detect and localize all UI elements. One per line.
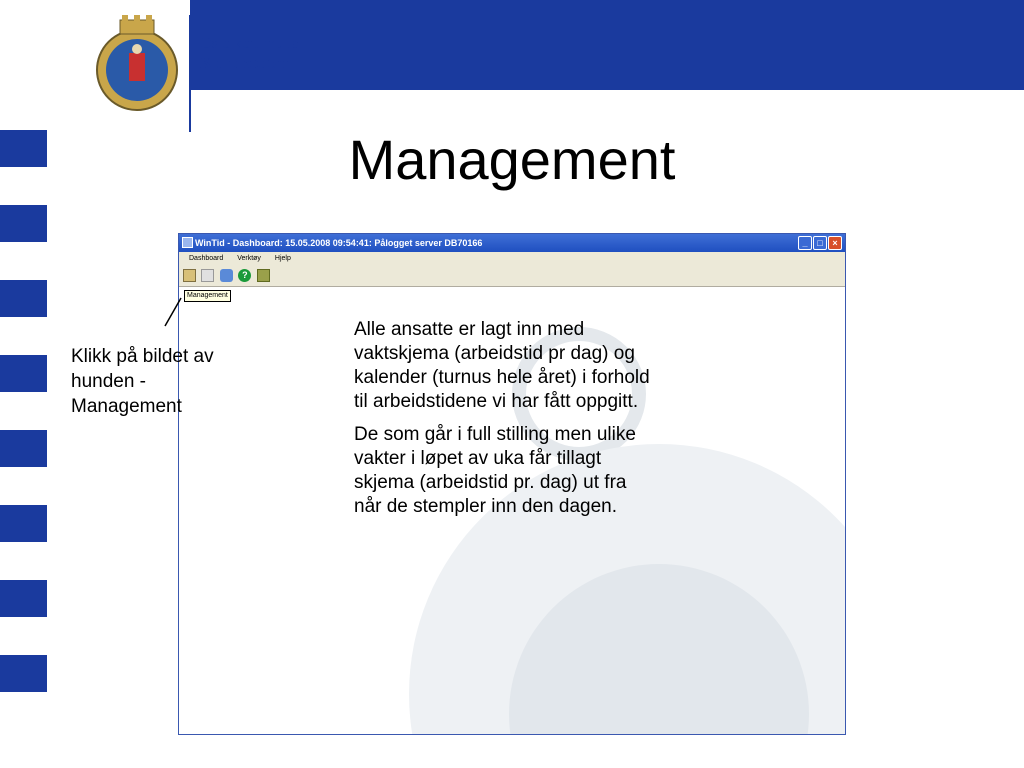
pointer-arrow-icon	[163, 296, 185, 328]
header-divider	[189, 15, 191, 132]
window-titlebar	[179, 234, 845, 252]
minimize-icon[interactable]: _	[798, 236, 812, 250]
app-icon	[182, 237, 193, 248]
side-blocks	[0, 130, 47, 730]
org-block	[200, 34, 298, 74]
menu-bar	[179, 252, 845, 266]
side-block	[0, 655, 47, 692]
paragraph-1: Alle ansatte er lagt inn med vaktskjema (arbeidstid pr dag) og kalender (turnus hele året) i forhold til arbeidstidene vi har fått oppgitt.	[354, 319, 650, 412]
side-block	[0, 430, 47, 467]
database-icon[interactable]	[220, 269, 233, 282]
side-block	[0, 280, 47, 317]
paragraph-2: De som går i full stilling men ulike vakter i løpet av uka får tillagt skjema (arbeidstid pr. dag) ut fra når de stempler inn den dagen.	[354, 424, 636, 517]
maximize-icon[interactable]: □	[813, 236, 827, 250]
menu-verktoy[interactable]: Verktøy	[237, 255, 261, 262]
exit-icon[interactable]	[257, 269, 270, 282]
management-tooltip: Management	[184, 290, 231, 302]
org-name: Oslo kommune	[200, 35, 299, 52]
department-name: Kulturetaten	[200, 55, 289, 72]
side-block	[0, 205, 47, 242]
dog-icon[interactable]	[183, 269, 196, 282]
menu-hjelp[interactable]: Hjelp	[274, 255, 291, 262]
callout-text: Klikk på bildet av hunden - Management	[71, 346, 214, 417]
menu-dashboard[interactable]: Dashboard	[189, 255, 224, 262]
body-text	[354, 318, 654, 528]
close-icon[interactable]: ×	[828, 236, 842, 250]
help-icon[interactable]: ?	[238, 269, 251, 282]
oslo-seal-icon	[92, 15, 182, 115]
slide-title: Management	[348, 128, 676, 191]
side-block	[0, 355, 47, 392]
key-icon[interactable]	[201, 269, 214, 282]
side-block	[0, 580, 47, 617]
side-block	[0, 505, 47, 542]
window-title: WinTid - Dashboard: 15.05.2008 09:54:41: Pålogget server DB70166	[195, 238, 483, 248]
toolbar	[179, 266, 845, 287]
